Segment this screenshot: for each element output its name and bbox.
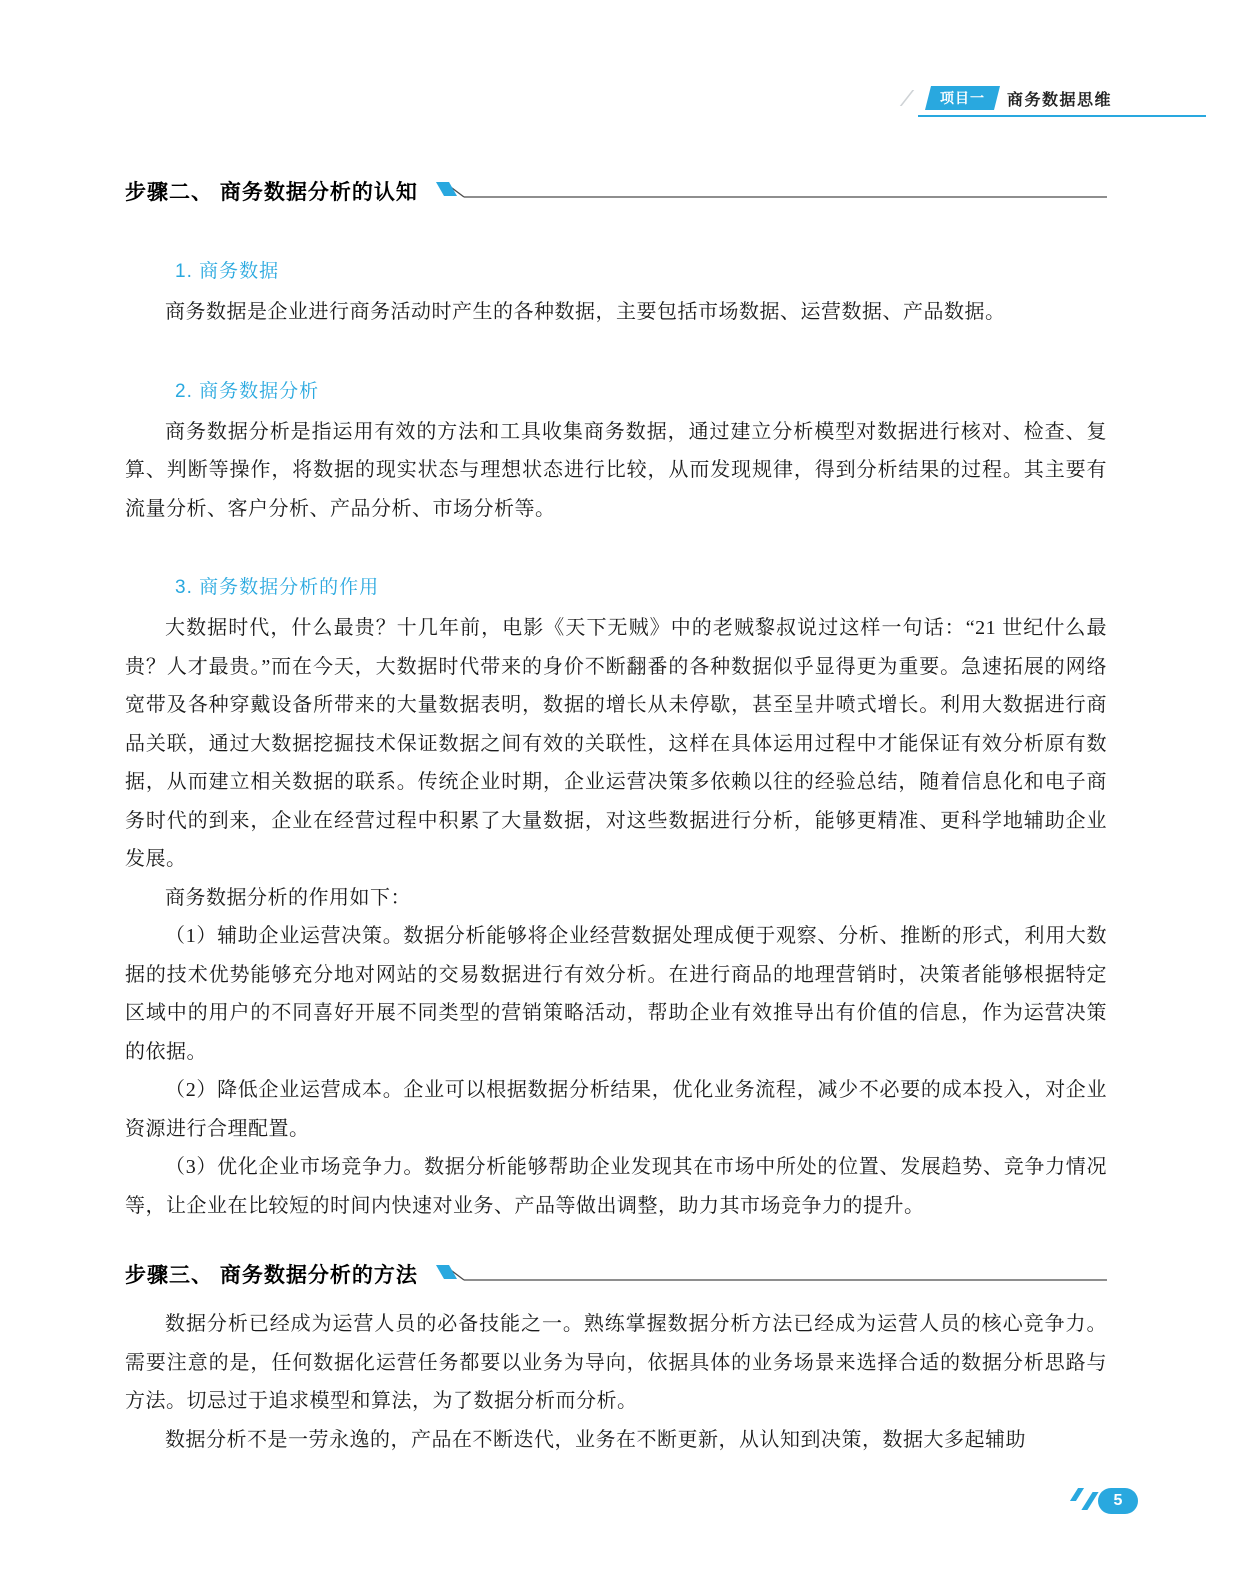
paragraph: 商务数据是企业进行商务活动时产生的各种数据，主要包括市场数据、运营数据、产品数据。 bbox=[165, 301, 1006, 323]
subsection-title-3: 3. 商务数据分析的作用 bbox=[175, 577, 380, 598]
chapter-badge bbox=[925, 86, 1000, 110]
paragraph: （3）优化企业市场竞争力。数据分析能够帮助企业发现其在市场中所处的位置、发展趋势、竞争力情况等，让企业在比较短的时间内快速对业务、产品等做出调整，助力其市场竞争力的提升。 bbox=[125, 1156, 1107, 1217]
paragraph: 大数据时代，什么最贵？十几年前，电影《天下无贼》中的老贼黎叔说过这样一句话：“21 世纪什么最贵？人才最贵。”而在今天，大数据时代带来的身价不断翻番的各种数据似乎显得更为重要。急速拓展的网络宽带及各种穿戴设备所带来的大量数据表明，数据的增长从未停歇，甚至呈井喷式增长。利用大数据进行商品关联，通过大数据挖掘技术保证数据之间有效的关联性，这样在具体运用过程中才能保证有效分析原有数据，从而建立相关数据的联系。传统企业时期，企业运营决策多依赖以往的经验总结，随着信息化和电子商务时代的到来，企业在经营过程中积累了大量数据，对这些数据进行分析，能够更精准、更科学地辅助企业发展。 bbox=[125, 617, 1107, 870]
page-header bbox=[0, 86, 1234, 117]
page-number-decoration-icon bbox=[1081, 1492, 1098, 1510]
page-content bbox=[125, 176, 1107, 1459]
section-heading-step3 bbox=[125, 1259, 1107, 1289]
subsection-title-1: 1. 商务数据 bbox=[175, 261, 280, 282]
paragraph: 数据分析已经成为运营人员的必备技能之一。熟练掌握数据分析方法已经成为运营人员的核心竞争力。需要注意的是，任何数据化运营任务都要以业务为导向，依据具体的业务场景来选择合适的数据分析思路与方法。切忌过于追求模型和算法，为了数据分析而分析。 bbox=[125, 1313, 1107, 1412]
paragraph: 商务数据分析是指运用有效的方法和工具收集商务数据，通过建立分析模型对数据进行核对、检查、复算、判断等操作，将数据的现实状态与理想状态进行比较，从而发现规律，得到分析结果的过程。其主要有流量分析、客户分析、产品分析、市场分析等。 bbox=[125, 420, 1107, 520]
header-rule bbox=[918, 115, 1206, 117]
heading-rule bbox=[432, 180, 1107, 202]
heading-rule-svg bbox=[432, 180, 1107, 202]
paragraph: 数据分析不是一劳永逸的，产品在不断迭代，业务在不断更新，从认知到决策，数据大多起辅助 bbox=[165, 1428, 1026, 1451]
paragraph: （2）降低企业运营成本。企业可以根据数据分析结果，优化业务流程，减少不必要的成本投入，对企业资源进行合理配置。 bbox=[125, 1079, 1107, 1140]
paragraph: 商务数据分析的作用如下： bbox=[165, 886, 411, 909]
chapter-badge-label: 项目一 bbox=[939, 90, 985, 106]
section-heading-step2 bbox=[125, 176, 1107, 206]
section-heading-text: 步骤三、 商务数据分析的方法 bbox=[125, 1264, 418, 1287]
heading-rule bbox=[432, 1263, 1107, 1285]
paragraph: （1）辅助企业运营决策。数据分析能够将企业经营数据处理成便于观察、分析、推断的形式，利用大数据的技术优势能够充分地对网站的交易数据进行有效分析。在进行商品的地理营销时，决策者能够根据特定区域中的用户的不同喜好开展不同类型的营销策略活动，帮助企业有效推导出有价值的信息，作为运营决策的依据。 bbox=[125, 925, 1107, 1063]
page-footer bbox=[1074, 1488, 1138, 1514]
header-slash-icon bbox=[900, 90, 925, 106]
page-number-decoration-icon bbox=[1070, 1488, 1084, 1501]
page-number-badge: 5 bbox=[1098, 1488, 1138, 1514]
chapter-title: 商务数据思维 bbox=[1006, 91, 1112, 109]
section-heading-text: 步骤二、 商务数据分析的认知 bbox=[125, 181, 418, 204]
heading-rule-svg bbox=[432, 1263, 1107, 1285]
subsection-title-2: 2. 商务数据分析 bbox=[175, 380, 320, 402]
header-row bbox=[0, 86, 1234, 110]
